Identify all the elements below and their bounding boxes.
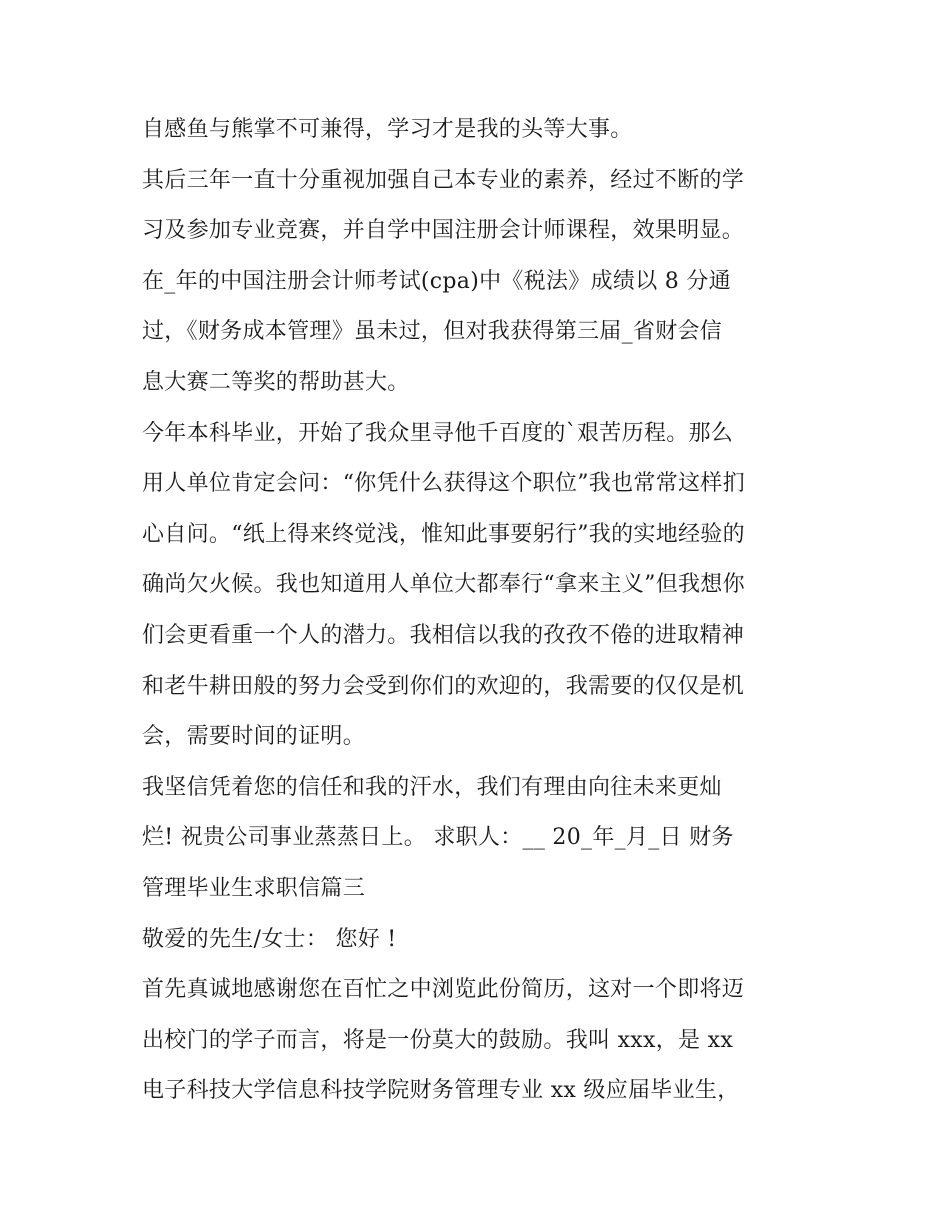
- text-line: 烂! 祝贵公司事业蒸蒸日上。 求职人：__ 20_年_月_日 财务: [142, 825, 734, 851]
- text-line: 会，需要时间的证明。: [142, 724, 366, 750]
- text-line: 其后三年一直十分重视加强自己本专业的素养，经过不断的学: [142, 167, 745, 193]
- text-line: 习及参加专业竞赛，并自学中国注册会计师课程，效果明显。: [142, 218, 745, 244]
- text-line: 自感鱼与熊掌不可兼得，学习才是我的头等大事。: [142, 117, 633, 142]
- text-line: 们会更看重一个人的潜力。我相信以我的孜孜不倦的进取精神: [142, 622, 745, 648]
- text-line: 心自问。“纸上得来终觉浅，惟知此事要躬行”我的实地经验的: [142, 521, 745, 547]
- section-title: 管理毕业生求职信篇三: [142, 875, 366, 901]
- body-text: [142, 105, 822, 1117]
- text-line: 在_年的中国注册会计师考试(cpa)中《税法》成绩以 8 分通: [142, 268, 731, 294]
- text-line: 过，《财务成本管理》虽未过，但对我获得第三届_省财会信: [142, 319, 723, 345]
- text-line: 和老牛耕田般的努力会受到你们的欢迎的，我需要的仅仅是机: [142, 673, 745, 699]
- salutation: 敬爱的先生/女士： 您好 !: [142, 926, 397, 952]
- text-line: 电子科技大学信息科技学院财务管理专业 xx 级应届毕业生，: [142, 1078, 740, 1104]
- text-line: 今年本科毕业，开始了我众里寻他千百度的`艰苦历程。那么: [142, 420, 734, 446]
- text-line: 首先真诚地感谢您在百忙之中浏览此份简历，这对一个即将迈: [142, 977, 745, 1003]
- text-line: 息大赛二等奖的帮助甚大。: [142, 369, 410, 395]
- text-line: 出校门的学子而言，将是一份莫大的鼓励。我叫 xxx，是 xx: [142, 1027, 734, 1053]
- text-line: 我坚信凭着您的信任和我的汗水，我们有理由向往未来更灿: [142, 774, 722, 800]
- text-line: 用人单位肯定会问：“你凭什么获得这个职位”我也常常这样扪: [142, 471, 745, 497]
- text-line: 确尚欠火候。我也知道用人单位大都奉行“拿来主义”但我想你: [142, 572, 745, 598]
